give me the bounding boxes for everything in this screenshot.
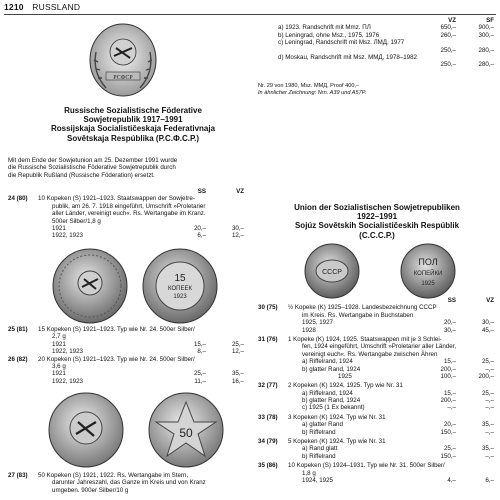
price-row [8,341,246,348]
row-text: 1922, 1923 [52,348,83,356]
entry-line: 50 Kopeken (S) 1921, 1922. Rs. Wertangabe im Stern, [38,472,189,479]
row-text: c) 1925 (1 Ex bekannt) [302,404,365,412]
intro-line: die Republik Rußland (Russische Föderation) ersetzt. [8,171,155,179]
row-text: a) 1923. Randschrift mit Mmz. ПЛ [278,24,371,32]
row-text: b) Leningrad, ohne Msz., 1975, 1976 [278,31,380,39]
row-text: a) Riffelrand, 1924 [302,358,353,366]
entry-number: 30 (75) [258,304,278,312]
price-row [258,445,496,452]
title-line: 1922–1991 [356,212,398,222]
coin-pair-image-50k [34,392,240,468]
entry-line: 10 Kopeken (S) 1924–1931. Typ wie Nr. 31. 500er Silber/ [288,462,445,470]
row-text: 1925, 1927 [302,319,333,327]
row-text: a) Rand glatt [302,445,338,453]
entry-line: vereinigt euch«. Rs. Wertangabe zwischen Ähren [302,350,438,358]
row-value: 20,– [193,224,206,232]
coin-denomination-text: КОПЕЕК [168,286,192,292]
rsfsr-intro [8,157,248,179]
entry-number: 26 (82) [8,355,28,363]
entry-line: im Kreis. Rs. Wertangabe in Buchstaben [302,311,414,319]
coin-pair-image-15k [50,247,230,325]
row-value: 15,– [443,389,456,397]
list-item [258,39,496,46]
price-row [8,232,246,239]
row-value: 16,– [231,377,244,385]
row-value: 150,– [440,452,456,460]
svg-text:РСФСР: РСФСР [113,75,133,81]
entry-line: 10 Kopeken (S) 1921–1923. Staatswappen der Sowjetre- [38,195,195,203]
row-value: –,– [447,404,456,412]
rsfsr-emblem-image [88,22,158,98]
row-value: 280,– [478,61,494,69]
row-value: 100,– [440,372,456,380]
title-line: Sovětskaja Respúblika (Р.С.Ф.С.Р.) [66,133,200,143]
row-value: 25,– [481,358,494,366]
row-value: 35,– [231,370,244,378]
coin-denomination-text: КОПЕЙКИ [413,271,443,277]
title-line: Sowjetrepublik 1917–1991 [83,115,183,125]
entry-24 [8,188,246,240]
col-header-ss: SS [447,297,456,304]
intro-line: die Russische Sozialistische Föderative Sowjetrepublik durch [8,164,176,172]
title-line: Russische Sozialistische Föderative [64,106,202,115]
price-row [258,397,496,404]
row-value: 35,– [481,421,494,429]
row-value: 200,– [478,372,494,380]
row-value: 150,– [440,428,456,436]
row-text: 1928 [302,326,316,334]
row-value: 12,– [231,348,244,356]
price-row [258,453,496,460]
col-header-vz: VZ [486,297,494,304]
list-item [258,32,496,39]
row-text: 1921 [52,340,66,348]
row-text: 1921 [52,370,66,378]
entry-line: aller Länder, vereinigt euch«. Rs. Wertangabe im Kranz. [52,210,206,218]
entry-line: 20 Kopeken (S) 1921–1923. Typ wie Nr. 24. 500er Silber/ [38,355,195,363]
col-header-vz: VZ [236,188,244,195]
page-header [4,2,80,12]
row-text: d) Moskau, Randschrift mit Msz. ММД, 1978–1982 [278,53,417,61]
list-item [258,54,496,61]
row-text: c) Leningrad, Randschrift mit Msz. ЛМД, 1977 [278,39,405,47]
intro-line: Mit dem Ende der Sowjetunion am 25. Dezember 1991 wurde [8,157,178,164]
entry-line: 1 Kopeke (K) 1924, 1925. Staatswappen mit je 3 Schlei- [288,335,442,343]
row-value: 6,– [485,476,494,484]
row-value: 12,– [231,232,244,240]
price-row [258,366,496,373]
title-line: (С.С.С.Р.) [359,230,395,240]
price-row [258,373,496,380]
entry-line: fen, 1924 eingeführt, Umschrift »Proletarier aller Länder, [302,343,457,351]
row-value: 20,– [443,319,456,327]
row-value: 25,– [443,445,456,453]
row-value: 11,– [194,377,206,385]
row-value: –,– [485,428,494,436]
entry-27 [8,472,246,494]
row-value: 250,– [440,46,456,54]
row-value: 25,– [193,370,206,378]
row-value: 650,– [440,24,456,32]
row-text: a) glatter Rand [302,421,343,429]
row-text: b) Riffelrand [302,452,336,460]
price-row [258,327,496,334]
price-row [258,421,496,428]
row-text: 1922, 1923 [52,377,83,385]
row-value: 250,– [440,61,456,69]
price-row [258,390,496,397]
entry-number: 34 (79) [258,438,278,446]
note: In ähnlicher Zeichnung: Nrn. A39 und A57P. [258,89,367,96]
row-value: 6,– [197,232,206,240]
entry-number: 35 (86) [258,462,278,470]
row-text: b) Riffelrand [302,428,336,436]
row-value: 45,– [481,326,494,334]
price-row [8,378,246,385]
row-text: b) glatter Rand, 1924 [302,365,361,373]
entry-line: 2 Kopeken (K) 1924, 1925. Typ wie Nr. 31 [288,382,403,390]
entry-25-26 [8,326,246,385]
ussr-entries [258,297,496,484]
col-header-st: SF [486,17,494,24]
entry-number: 27 (83) [8,472,28,479]
row-value: –,– [485,365,494,373]
rsfsr-title [18,106,248,143]
price-row [258,477,496,484]
price-row [8,225,246,232]
row-value: 200,– [440,365,456,373]
entry-line: 15 Kopeken (S) 1921–1923. Typ wie Nr. 24. 500er Silber/ [38,326,195,333]
list-item [258,24,496,31]
row-value: 260,– [440,31,456,39]
row-value: 30,– [231,224,244,232]
price-row [258,358,496,365]
col-headers [258,17,496,24]
row-value: 35,– [481,445,494,453]
note: Nr. 29 von 1980, Msz. ММД, Proof 400,– [258,82,360,89]
coin-value-text: 50 [179,426,193,440]
entry-line: 3,6 g [52,362,66,370]
header-rule [4,14,496,15]
row-value: 15,– [443,358,456,366]
col-headers [8,188,246,195]
price-row [258,319,496,326]
country-title: RUSSLAND [32,2,81,12]
row-value: 300,– [478,31,494,39]
title-line: Union der Sozialistischen Sowjetrepubliken [294,203,460,212]
entry-number: 31 (76) [258,335,278,343]
col-headers [258,297,496,304]
row-value: 280,– [478,46,494,54]
list-item [258,47,496,54]
entry-number: 24 (80) [8,195,28,203]
row-text: 1925 [338,372,352,380]
svg-text:СССР: СССР [322,269,342,276]
page-number: 1210 [4,2,24,12]
row-value: 200,– [440,397,456,405]
row-value: 15,– [193,340,206,348]
price-row [258,429,496,436]
row-value: 30,– [443,326,456,334]
coin-value-text: 15 [174,273,186,284]
col-header-vz: VZ [448,17,456,24]
row-value: 20,– [443,421,456,429]
entry-line: publik, am 26. 7. 1918 eingeführt, Umschrift »Proletarier [52,202,206,210]
row-text: a) Riffelrand, 1924 [302,389,353,397]
col-header-ss: SS [197,188,206,195]
coin-year-text: 1923 [173,294,187,300]
row-text: 1922, 1923 [52,232,83,240]
entry-number: 25 (81) [8,326,28,333]
entry-number: 32 (77) [258,382,278,390]
entry-number: 33 (78) [258,413,278,421]
entry-line: ½ Kopeke (K) 1925–1928. Landesbezeichnung СССР [288,304,437,312]
title-line: Rossijskaja Socialističeskaja Federativnaja [50,124,216,134]
entry-line: 5 Kopeken (K) 1924. Typ wie Nr. 31 [288,438,386,446]
row-text: 1921 [52,224,66,232]
row-value: 4,– [447,476,456,484]
entry-line: darunter Jahreszahl, das Ganze im Kreis und von Kranz [52,479,206,487]
row-value: 25,– [231,340,244,348]
price-row [258,404,496,411]
price-row [8,348,246,355]
right-top-list [258,17,496,96]
title-line: Sojúz Sovětskih Socialističeskih Respúblik [294,221,460,231]
entry-line: 3 Kopeken (K) 1924. Typ wie Nr. 31 [288,413,386,421]
row-text: 1924, 1925 [302,476,333,484]
row-value: 8,– [197,348,206,356]
coin-pair-image-half-kopek [290,243,470,299]
entry-line: umgeben. 900er Silber/10 g [52,486,129,494]
row-value: –,– [485,404,494,412]
list-item [258,61,496,68]
coin-value-text: ПОЛ [418,257,438,267]
entry-line: 500er Silber/1,8 g [52,217,101,225]
row-value: 30,– [481,319,494,327]
entry-line: 2,7 g [52,333,66,341]
row-text: b) glatter Rand, 1924 [302,397,361,405]
row-value: 25,– [481,389,494,397]
row-value: 900,– [478,24,494,32]
coin-year-text: 1925 [421,281,435,287]
ussr-title [258,203,496,240]
row-value: –,– [485,397,494,405]
price-row [8,370,246,377]
entry-line: 1,8 g [302,469,316,477]
row-value: –,– [485,452,494,460]
